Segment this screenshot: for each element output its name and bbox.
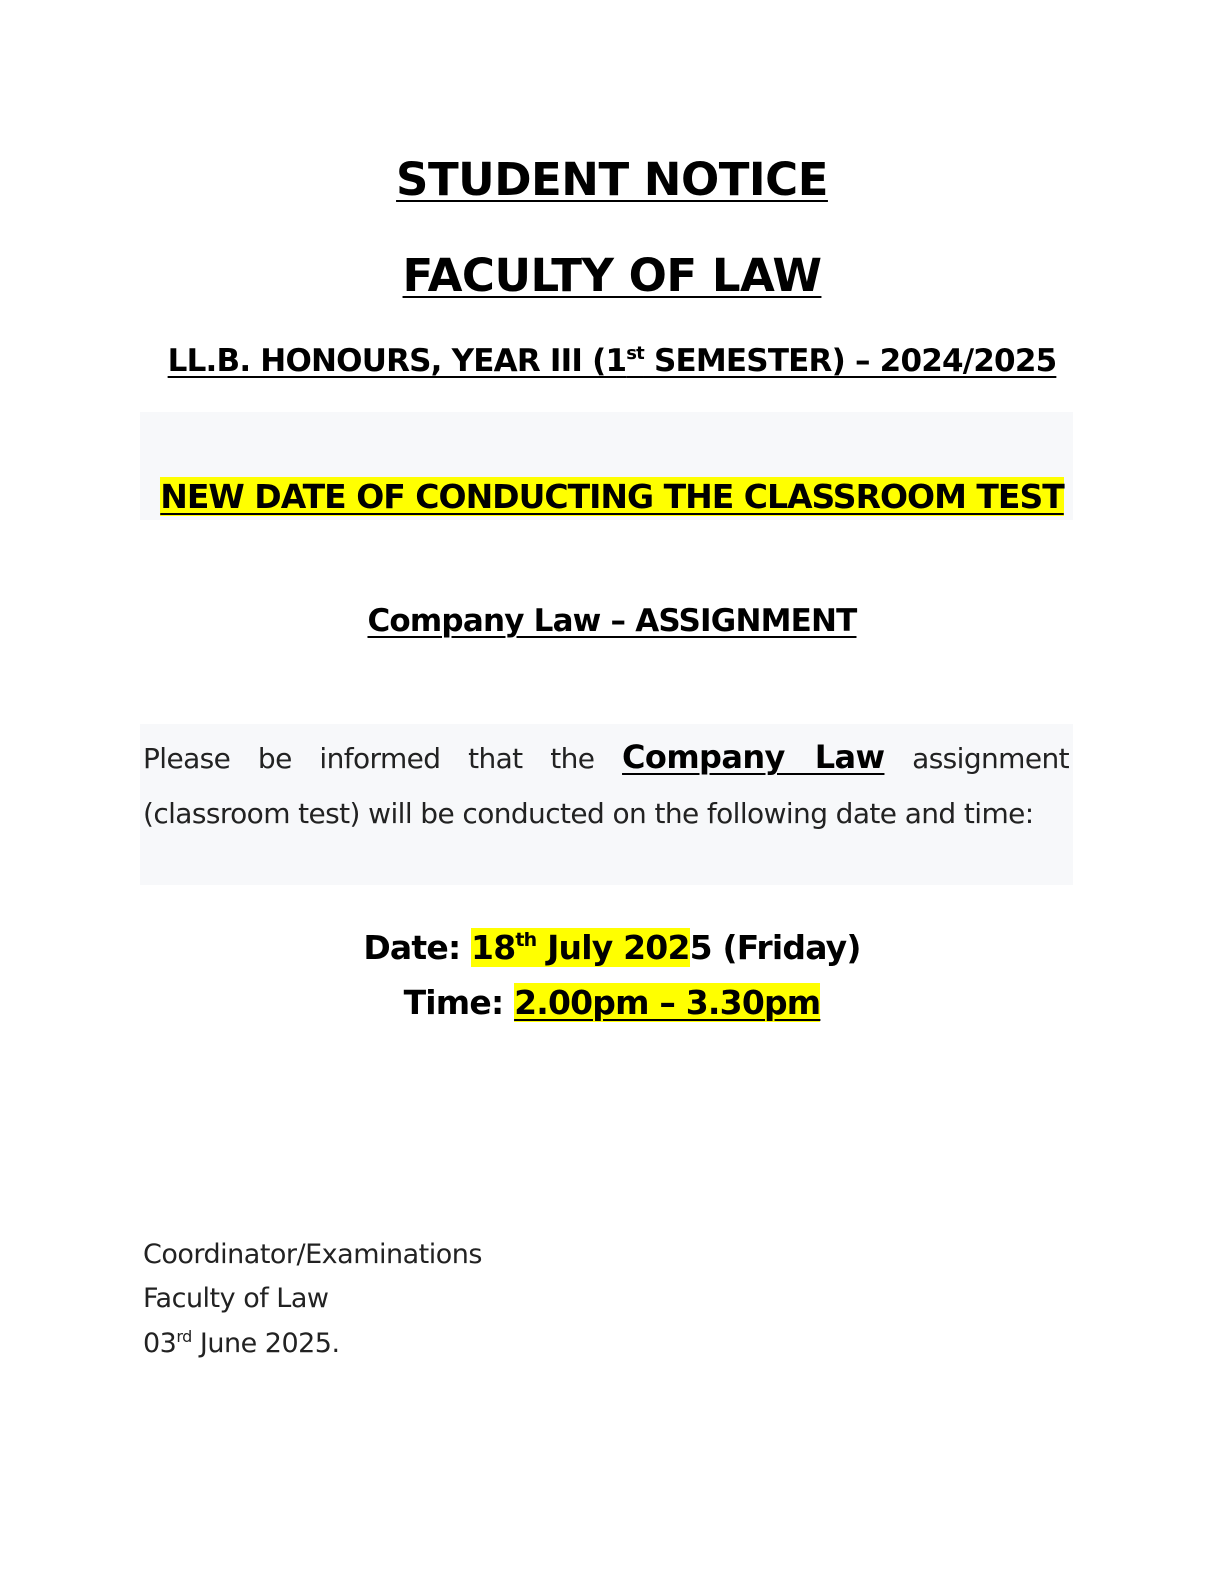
signature-date: 03rd June 2025.	[143, 1327, 340, 1359]
programme-heading: LL.B. HONOURS, YEAR III (1st SEMESTER) – 2024/2025	[167, 343, 1057, 379]
date-highlight: 18th July 202	[471, 928, 690, 967]
time-highlight: 2.00pm – 3.30pm	[514, 983, 821, 1022]
subject-emphasis: Company Law	[622, 738, 885, 776]
signature-faculty: Faculty of Law	[143, 1283, 329, 1314]
subject-heading: Company Law – ASSIGNMENT	[367, 603, 857, 639]
notice-title: STUDENT NOTICE	[396, 153, 828, 206]
headline-highlighted: NEW DATE OF CONDUCTING THE CLASSROOM TEST	[160, 477, 1064, 516]
faculty-heading: FACULTY OF LAW	[402, 249, 822, 302]
body-paragraph: Please be informed that the Company Law assignment (classroom test) will be conducted on the following date and time:	[143, 738, 1069, 830]
date-line: Date: 18th July 2025 (Friday)	[363, 928, 861, 967]
signature-role: Coordinator/Examinations	[143, 1239, 482, 1270]
time-line: Time: 2.00pm – 3.30pm	[403, 983, 821, 1022]
